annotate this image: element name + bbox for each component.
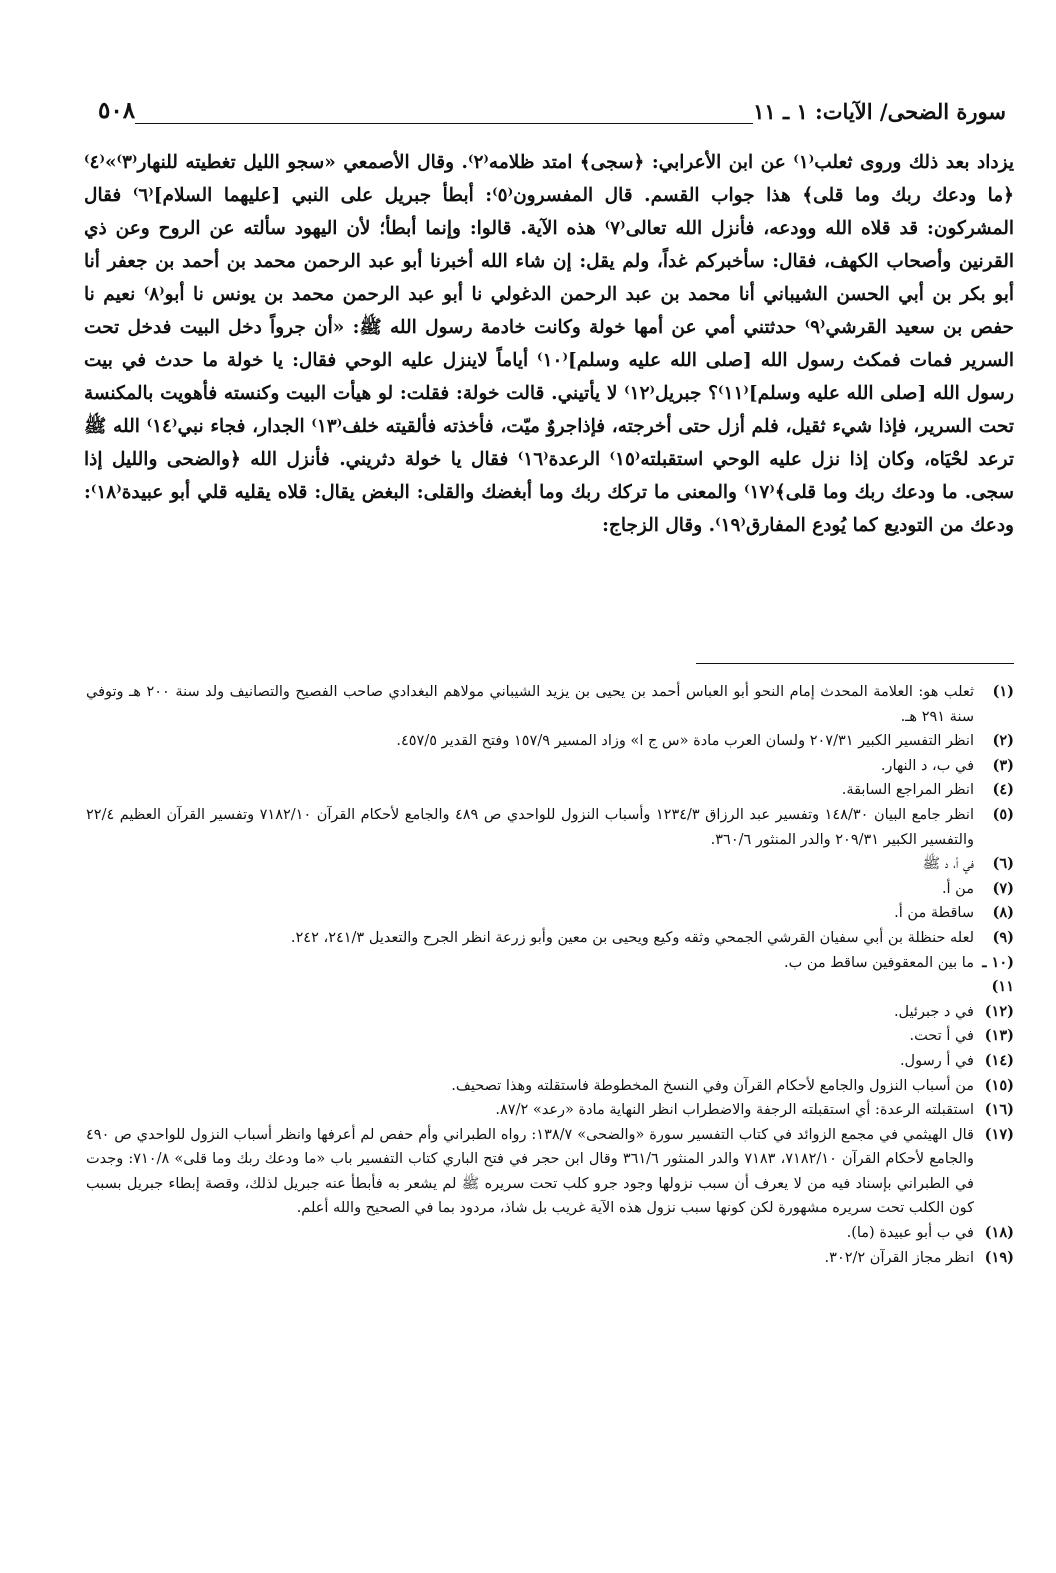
- footnote-number: (٢): [992, 732, 1014, 750]
- footnote-text: ثعلب هو: العلامة المحدث إمام النحو أبو العباس أحمد بن يحيى بن يزيد الشيباني مولاهم البغدادي صاحب الفصيح والتصانيف ولد سنة ٢٠٠ هـ وتوفي سنة ٢٩١ هـ.: [86, 684, 974, 725]
- footnote: [86, 901, 1014, 926]
- footnote-text: ما بين المعقوفين ساقط من ب.: [783, 954, 974, 971]
- header-rule: [135, 107, 753, 124]
- footnote-text: قال الهيثمي في مجمع الزوائد في كتاب التفسير سورة «والضحى» ١٣٨/٧: رواه الطبراني وأم حفص لم أعرفها وانظر أسباب النزول للواحدي ص ٤٩٠ والجامع لأحكام القرآن ٧١٨٢/١٠، ٧١٨٣ والدر المنثور ٣٦١/٦ وقال ابن حجر في فتح الباري كتاب التفسير باب «ما ودعك ربك وما قلى» ٧١٠/٨: وجدت في الطبراني بإسناد فيه من لا يعرف أن سبب نزولها وجود جرو كلب تحت سريره ﷺ لم يشعر به فأبطأ عنه جبريل لذلك، وقصة إبطاء جبريل بسبب كون الكلب تحت سريره مشهورة لكن كونها سبب نزول هذه الآية غريب بل شاذ، مردود بما في الصحيح والله أعلم.: [86, 1126, 974, 1217]
- footnote: [86, 729, 1014, 754]
- footnote-text: في أ، د ﷺ: [922, 856, 974, 873]
- footnote-text: ساقطة من أ.: [894, 905, 974, 922]
- page-number: ٥٠٨: [98, 97, 136, 124]
- footnote-number: (١٣): [984, 1027, 1014, 1045]
- footnote: [86, 1000, 1014, 1025]
- footnote-text: استقبلته الرعدة: أي استقبلته الرجفة والاضطراب انظر النهاية مادة «رعد» ٨٧/٢.: [495, 1102, 974, 1119]
- footnote-number: (١٢): [984, 1002, 1014, 1020]
- footnote-text: في ب، د النهار.: [880, 757, 974, 774]
- footnote: [86, 951, 1014, 1000]
- footnote-number: (١٤): [984, 1051, 1014, 1069]
- footnote-text: انظر جامع البيان ١٤٨/٣٠ وتفسير عبد الرزاق ١٢٣٤/٣ وأسباب النزول للواحدي ص ٤٨٩ والجامع لأحكام القرآن ٧١٨٢/١٠ وتفسير القرآن العظيم ٢٢/٤ والتفسير الكبير ٢٠٩/٣١ والدر المنثور ٣٦٠/٦.: [86, 806, 974, 848]
- footnote-number: (١٦): [984, 1101, 1014, 1119]
- footnote-text: في ب أبو عبيدة (ما).: [846, 1225, 974, 1242]
- footnote: [86, 926, 1014, 951]
- footnote-number: (٣): [992, 756, 1014, 774]
- footnote: [86, 877, 1014, 902]
- footnote: [86, 1246, 1014, 1271]
- footnote-text: في أ رسول.: [899, 1052, 974, 1069]
- footnote-number: (١): [992, 683, 1014, 700]
- footnote-text: انظر المراجع السابقة.: [841, 782, 974, 799]
- footnote-text: في أ تحت.: [909, 1028, 974, 1045]
- footnote: [86, 803, 1014, 852]
- footnote: [86, 1221, 1014, 1246]
- footnote: [86, 1049, 1014, 1074]
- footnote: [86, 852, 1014, 877]
- footnote-number: (٥): [992, 805, 1014, 823]
- footnote: [86, 1074, 1014, 1099]
- main-text: [84, 146, 1014, 542]
- footnote-number: (١٩): [984, 1248, 1014, 1266]
- footnote-text: من أ.: [941, 880, 974, 897]
- main-paragraph: يزداد بعد ذلك وروى ثعلب⁽١⁾ عن ابن الأعرابي: ﴿سجى﴾ امتد ظلامه⁽٢⁾. وقال الأصمعي «سجو الليل تغطيته للنهار⁽٣⁾»⁽٤⁾ ﴿ما ودعك ربك وما قلى﴾ هذا جواب القسم. قال المفسرون⁽٥⁾: أبطأ جبريل على النبي [عليهما السلام]⁽٦⁾ فقال المشركون: قد قلاه الله وودعه، فأنزل الله تعالى⁽٧⁾ هذه الآية. قالوا: وإنما أبطأ؛ لأن اليهود سألته عن الروح وعن ذي القرنين وأصحاب الكهف، فقال: سأخبركم غداً، ولم يقل: إن شاء الله أخبرنا أبو عبد الرحمن محمد بن أحمد بن جعفر أنا أبو بكر بن أبي الحسن الشيباني أنا محمد بن عبد الرحمن الدغولي نا أبو عبد الرحمن محمد بن يونس نا أبو⁽٨⁾ نعيم نا حفص بن سعيد القرشي⁽٩⁾ حدثتني أمي عن أمها خولة وكانت خادمة رسول الله ﷺ: «أن جرواً دخل البيت فدخل تحت السرير فمات فمكث رسول الله [صلى الله عليه وسلم]⁽١٠⁾ أياماً لاينزل عليه الوحي فقال: يا خولة ما حدث في بيت رسول الله [صلى الله عليه وسلم]⁽١١⁾؟ جبريل⁽١٢⁾ لا يأتيني. قالت خولة: فقلت: لو هيأت البيت وكنسته فأهويت بالمكنسة تحت السرير، فإذا شيء ثقيل، فلم أزل حتى أخرجته، فإذاجروٌ ميّت، فأخذته فألقيته خلف⁽١٣⁾ الجدار، فجاء نبي⁽١٤⁾ الله ﷺ ترعد لحْيَاه، وكان إذا نزل عليه الوحي استقبلته⁽١٥⁾ الرعدة⁽١٦⁾ فقال يا خولة دثريني. فأنزل الله ﴿والضحى والليل إذا سجى. ما ودعك ربك وما قلى﴾⁽١٧⁾ والمعنى ما تركك ربك وما أبغضك والقلى: البغض يقال: قلاه يقليه قلي أبو عبيدة⁽١٨⁾: ودعك من التوديع كما يُودع المفارق⁽١٩⁾. وقال الزجاج:: [84, 152, 1015, 536]
- footnote: [86, 1123, 1014, 1221]
- footnote-number: (١٧): [984, 1125, 1014, 1143]
- footnote: [86, 680, 1014, 729]
- footnote-separator: [696, 663, 1014, 664]
- footnote-text: انظر مجاز القرآن ٣٠٢/٢.: [824, 1249, 974, 1266]
- footnote-text: من أسباب النزول والجامع لأحكام القرآن وفي النسخ المخطوطة فاستقلته وهذا تصحيف.: [451, 1077, 974, 1094]
- footnote: [86, 1098, 1014, 1123]
- page-header: [84, 84, 1014, 124]
- footnote-number: (٩): [992, 928, 1014, 946]
- footnote: [86, 778, 1014, 803]
- footnote-number: (٧): [992, 879, 1014, 897]
- footnote: [86, 1024, 1014, 1049]
- footnote-text: انظر التفسير الكبير ٢٠٧/٣١ ولسان العرب مادة «س ج ا» وزاد المسير ١٥٧/٩ وفتح القدير ٤٥٧/٥.: [396, 733, 974, 750]
- footnote-number: (١٠ ـ ١١): [982, 953, 1014, 996]
- footnote-number: (١٥): [984, 1076, 1014, 1094]
- footnote-number: (١٨): [984, 1224, 1014, 1242]
- footnote-text: لعله حنظلة بن أبي سفيان القرشي الجمحي وثقه وكيع ويحيى بن معين وأبو زرعة انظر الجرح والتعديل ٢٤١/٣، ٢٤٢.: [290, 929, 974, 946]
- footnotes: [86, 680, 1014, 1270]
- footnote-text: في د جبرئيل.: [893, 1003, 974, 1020]
- footnote: [86, 754, 1014, 779]
- footnote-number: (٦): [992, 855, 1014, 873]
- running-title: سورة الضحى/ الآيات: ١ ـ ١١: [753, 99, 1006, 124]
- footnote-number: (٨): [992, 904, 1014, 922]
- footnote-number: (٤): [992, 781, 1014, 799]
